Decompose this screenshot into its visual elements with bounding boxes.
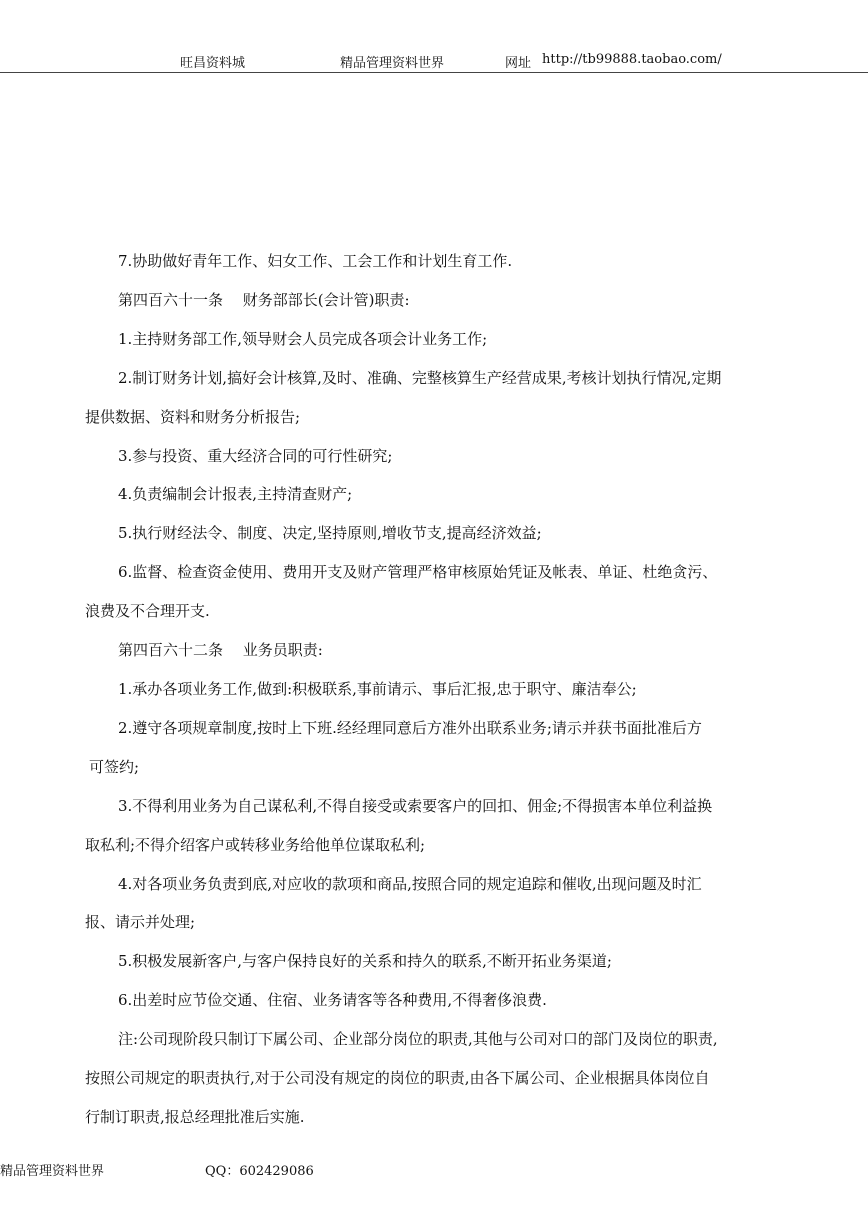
paragraph-continuation: 行制订职责,报总经理批准后实施. (85, 1107, 305, 1126)
header-url-label: 网址 (505, 56, 532, 71)
paragraph: 5.积极发展新客户,与客户保持良好的关系和持久的联系,不断开拓业务渠道; (118, 952, 612, 971)
paragraph-continuation: 可签约; (89, 757, 140, 776)
paragraph: 1.主持财务部工作,领导财会人员完成各项会计业务工作; (118, 329, 488, 348)
header-slogan: 精品管理资料世界 (340, 56, 445, 71)
paragraph-continuation: 浪费及不合理开支. (85, 602, 210, 621)
paragraph: 2.遵守各项规章制度,按时上下班.经经理同意后方准外出联系业务;请示并获书面批准后方 (118, 718, 702, 737)
paragraph-continuation: 提供数据、资料和财务分析报告; (85, 407, 301, 426)
article-heading: 第四百六十一条 财务部部长(会计管)职责: (118, 290, 410, 309)
article-heading: 第四百六十二条 业务员职责: (118, 641, 323, 660)
paragraph: 6.出差时应节俭交通、住宿、业务请客等各种费用,不得奢侈浪费. (118, 991, 547, 1010)
paragraph: 3.不得利用业务为自己谋私利,不得自接受或索要客户的回扣、佣金;不得损害本单位利益换 (118, 796, 713, 815)
header-divider (0, 72, 868, 73)
paragraph: 2.制订财务计划,搞好会计核算,及时、准确、完整核算生产经营成果,考核计划执行情况,定期 (118, 368, 722, 387)
paragraph-continuation: 按照公司规定的职责执行,对于公司没有规定的岗位的职责,由各下属公司、企业根据具体岗位自 (85, 1069, 710, 1088)
header-url-link[interactable]: http://tb99888.taobao.com/ (542, 52, 722, 67)
paragraph: 4.对各项业务负责到底,对应收的款项和商品,按照合同的规定追踪和催收,出现问题及时汇 (118, 874, 702, 893)
paragraph: 3.参与投资、重大经济合同的可行性研究; (118, 446, 393, 465)
footer-slogan: 精品管理资料世界 (0, 1164, 105, 1179)
paragraph: 4.负责编制会计报表,主持清查财产; (118, 485, 353, 504)
footer-qq: QQ：602429086 (205, 1164, 314, 1179)
paragraph: 1.承办各项业务工作,做到:积极联系,事前请示、事后汇报,忠于职守、廉洁奉公; (118, 679, 637, 698)
header-site-name: 旺昌资料城 (180, 56, 246, 71)
paragraph-continuation: 报、请示并处理; (85, 913, 196, 932)
document-body (85, 242, 785, 1137)
note-paragraph: 注:公司现阶段只制订下属公司、企业部分岗位的职责,其他与公司对口的部门及岗位的职责, (118, 1030, 718, 1049)
paragraph: 5.执行财经法令、制度、决定,坚持原则,增收节支,提高经济效益; (118, 524, 542, 543)
paragraph: 7.协助做好青年工作、妇女工作、工会工作和计划生育工作. (118, 252, 513, 270)
paragraph: 6.监督、检查资金使用、费用开支及财产管理严格审核原始凭证及帐表、单证、杜绝贪污、 (118, 563, 718, 582)
page-header (0, 52, 868, 74)
paragraph-continuation: 取私利;不得介绍客户或转移业务给他单位谋取私利; (85, 835, 426, 854)
